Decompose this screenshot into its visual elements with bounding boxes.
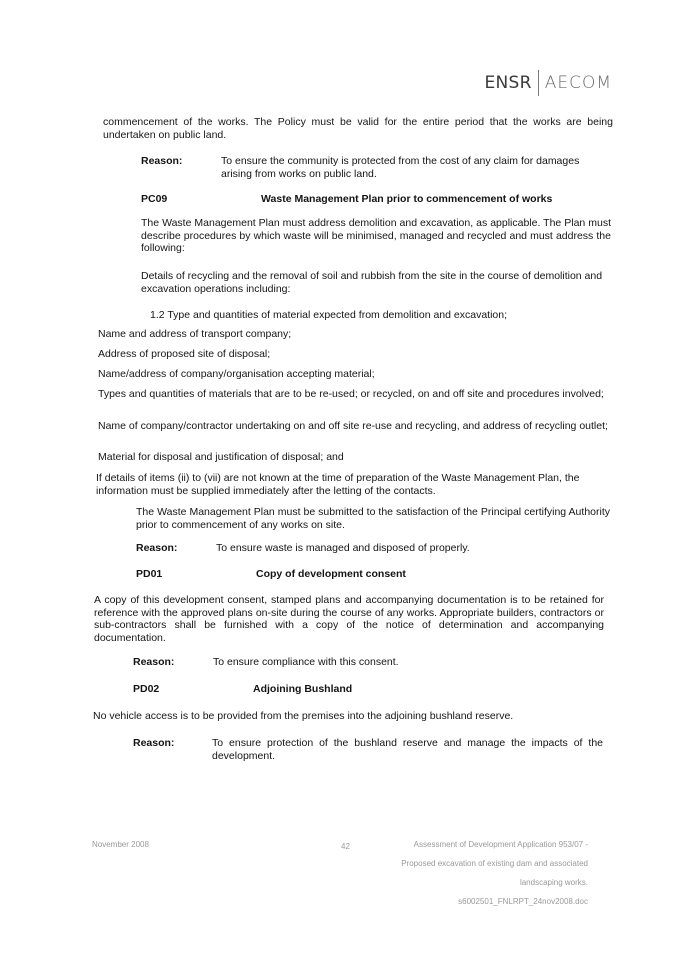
- footer-line: Proposed excavation of existing dam and associated: [401, 859, 588, 868]
- paragraph-copy-consent: A copy of this development consent, stamped plans and accompanying documentation is to be retained for reference with the approved plans on-site during the course of any works. Appropriate builders, contractors or sub-contractors shall be furnished with a copy of the notice of determination and accompanying documentation.: [94, 594, 604, 644]
- paragraph-wmp-submission: The Waste Management Plan must be submitted to the satisfaction of the Principal certifying Authority prior to commencement of any works on site.: [136, 506, 610, 531]
- condition-code: PD02: [133, 683, 160, 695]
- paragraph-recycling-details: Details of recycling and the removal of soil and rubbish from the site in the course of demolition and excavation operations including:: [141, 270, 603, 295]
- footer-date: November 2008: [92, 840, 149, 849]
- reason-row-1: [141, 155, 611, 180]
- list-item-1-2: 1.2 Type and quantities of material expected from demolition and excavation;: [150, 309, 508, 321]
- reason-label: Reason:: [141, 155, 183, 167]
- reason-text-3: To ensure compliance with this consent.: [213, 656, 399, 668]
- list-item: Address of proposed site of disposal;: [98, 348, 271, 360]
- list-item: Name of company/contractor undertaking on and off site re-use and recycling, and address of recycling outlet;: [98, 420, 608, 432]
- condition-heading-pd02: [133, 683, 352, 696]
- reason-row-4: [133, 737, 603, 762]
- paragraph-wmp-address: The Waste Management Plan must address demolition and excavation, as applicable. The Plan must describe procedures by which waste will be minimised, managed and recycled and must address the following:: [141, 217, 611, 254]
- logo-divider: [538, 70, 539, 96]
- condition-code: PC09: [141, 193, 168, 205]
- reason-text-4: To ensure protection of the bushland reserve and manage the impacts of the development.: [212, 737, 603, 762]
- condition-title: Copy of development consent: [256, 568, 406, 580]
- paragraph-commencement: commencement of the works. The Policy must be valid for the entire period that the works are being undertaken on public land.: [103, 116, 613, 141]
- list-item: Name/address of company/organisation accepting material;: [98, 368, 375, 380]
- logo-aecom: AECOM: [544, 73, 612, 93]
- reason-label: Reason:: [136, 542, 178, 554]
- list-item: If details of items (ii) to (vii) are not known at the time of preparation of the Waste Management Plan, the information must be supplied immediately after the letting of the contacts.: [96, 472, 580, 497]
- logo-ensr: ENSR: [484, 73, 532, 93]
- reason-row-2: [136, 542, 470, 555]
- footer-line: landscaping works.: [519, 878, 588, 887]
- list-item: Name and address of transport company;: [98, 328, 292, 340]
- reason-text-1: To ensure the community is protected from the cost of any claim for damages arising from works on public land.: [221, 155, 580, 180]
- paragraph-vehicle-access: No vehicle access is to be provided from the premises into the adjoining bushland reserve.: [93, 710, 514, 722]
- condition-title: Adjoining Bushland: [253, 683, 353, 695]
- footer-line: Assessment of Development Application 953/07 -: [413, 840, 588, 849]
- company-logo: [484, 70, 612, 96]
- footer-line: s6002501_FNLRPT_24nov2008.doc: [458, 897, 588, 906]
- condition-code: PD01: [136, 568, 163, 580]
- reason-label: Reason:: [133, 737, 175, 749]
- footer-document-info: [380, 838, 588, 909]
- reason-label: Reason:: [133, 656, 175, 668]
- condition-heading-pc09: [141, 193, 552, 206]
- list-item: Material for disposal and justification of disposal; and: [98, 451, 344, 463]
- condition-title: Waste Management Plan prior to commencement of works: [261, 193, 553, 205]
- reason-text-2: To ensure waste is managed and disposed of properly.: [216, 542, 470, 554]
- reason-row-3: [133, 656, 399, 669]
- list-item: Types and quantities of materials that are to be re-used; or recycled, on and off site and procedures involved;: [98, 388, 604, 400]
- footer-page-number: 42: [341, 842, 350, 851]
- condition-heading-pd01: [136, 568, 406, 581]
